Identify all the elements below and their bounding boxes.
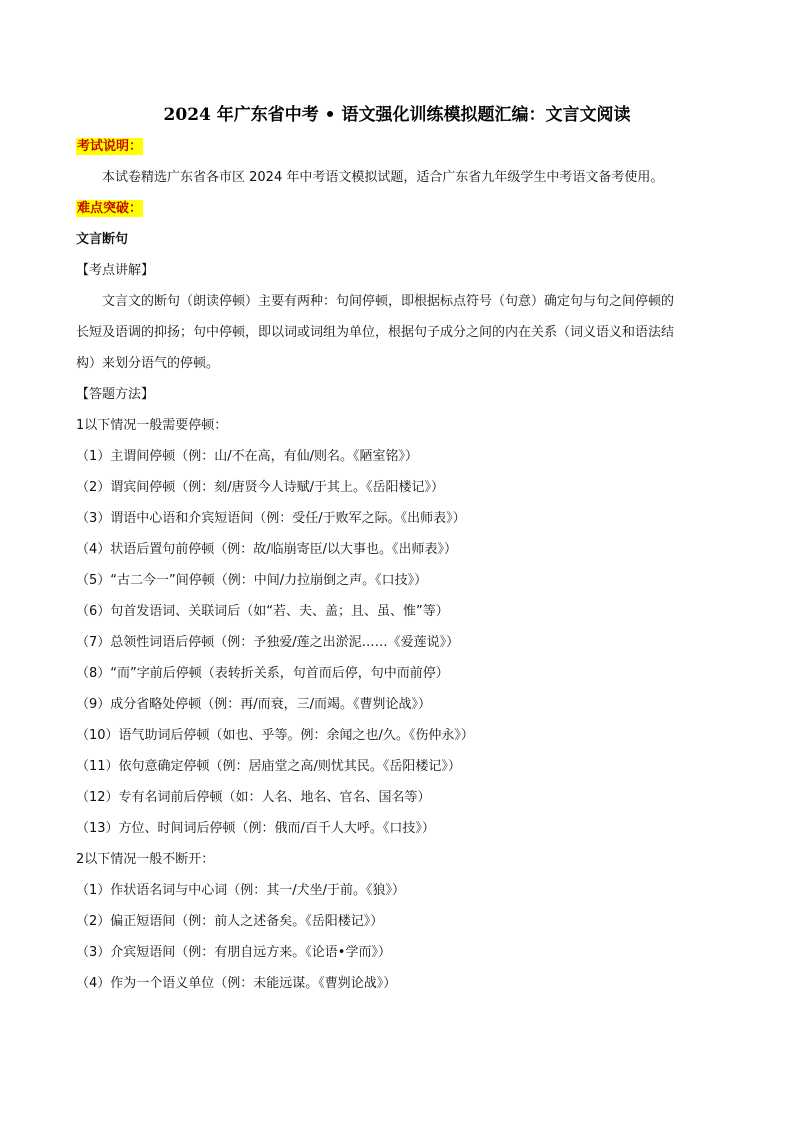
list-item: （11）依句意确定停顿（例：居庙堂之高/则忧其民。《岳阳楼记》） <box>76 759 461 774</box>
list-item: （8）“而”字前后停顿（表转折关系，句首而后停，句中而前停） <box>76 666 449 681</box>
list-item: （2）谓宾间停顿（例：刻/唐贤今人诗赋/于其上。《岳阳楼记》） <box>76 480 445 495</box>
method-heading: 【答题方法】 <box>76 387 155 402</box>
list-item: （4）状语后置句前停顿（例：故/临崩寄臣/以大事也。《出师表》） <box>76 542 458 557</box>
list-item: （12）专有名词前后停顿（如：人名、地名、官名、国名等） <box>76 790 431 805</box>
kaodian-paragraph <box>76 286 718 379</box>
list-item: （4）作为一个语义单位（例：未能远谋。《曹刿论战》） <box>76 976 397 991</box>
group2-heading: 2以下情况一般不断开： <box>76 852 215 867</box>
list-item: （10）语气助词后停顿（如也、乎等。例：余闻之也/久。《伤仲永》） <box>76 728 474 743</box>
list-item: （1）主谓间停顿（例：山/不在高，有仙/则名。《陋室铭》） <box>76 449 419 464</box>
document-title: 2024 年广东省中考 • 语文强化训练模拟题汇编：文言文阅读 <box>163 105 631 125</box>
list-item: （7）总领性词语后停顿（例：予独爱/莲之出淤泥……《爱莲说》） <box>76 635 460 650</box>
group1-heading: 1以下情况一般需要停顿： <box>76 418 228 433</box>
kaodian-line: 长短及语调的抑扬；句中停顿，即以词或词组为单位，根据句子成分之间的内在关系（词义语义和语法结 <box>76 325 675 340</box>
list-item: （3）介宾短语间（例：有朋自远方来。《论语•学而》） <box>76 945 391 960</box>
kaodian-line: 构）来划分语气的停顿。 <box>76 356 220 371</box>
exam-note-text: 本试卷精选广东省各市区 2024 年中考语文模拟试题，适合广东省九年级学生中考语文备考使用。 <box>102 170 664 185</box>
exam-note-label-line <box>76 131 718 162</box>
list-item: （3）谓语中心语和介宾短语间（例：受任/于败军之际。《出师表》） <box>76 511 466 526</box>
difficulty-label-line <box>76 193 718 224</box>
exam-note-label: 考试说明： <box>77 139 143 154</box>
kaodian-heading: 【考点讲解】 <box>76 263 155 278</box>
difficulty-label: 难点突破： <box>77 201 143 216</box>
kaodian-line: 文言文的断句（朗读停顿）主要有两种：句间停顿，即根据标点符号（句意）确定句与句之间停顿的 <box>102 294 675 309</box>
list-item: （2）偏正短语间（例：前人之述备矣。《岳阳楼记》） <box>76 914 384 929</box>
list-item: （9）成分省略处停顿（例：再/而衰，三/而竭。《曹刿论战》） <box>76 697 432 712</box>
section-heading: 文言断句 <box>76 232 129 247</box>
list-item: （1）作状语名词与中心词（例：其一/犬坐/于前。《狼》） <box>76 883 406 898</box>
list-item: （13）方位、时间词后停顿（例：俄而/百千人大呼。《口技》） <box>76 821 435 836</box>
list-item: （5）“古二今一”间停顿（例：中间/力拉崩倒之声。《口技》） <box>76 573 428 588</box>
list-item: （6）句首发语词、关联词后（如“若、夫、盖；且、虽、惟”等） <box>76 604 449 619</box>
